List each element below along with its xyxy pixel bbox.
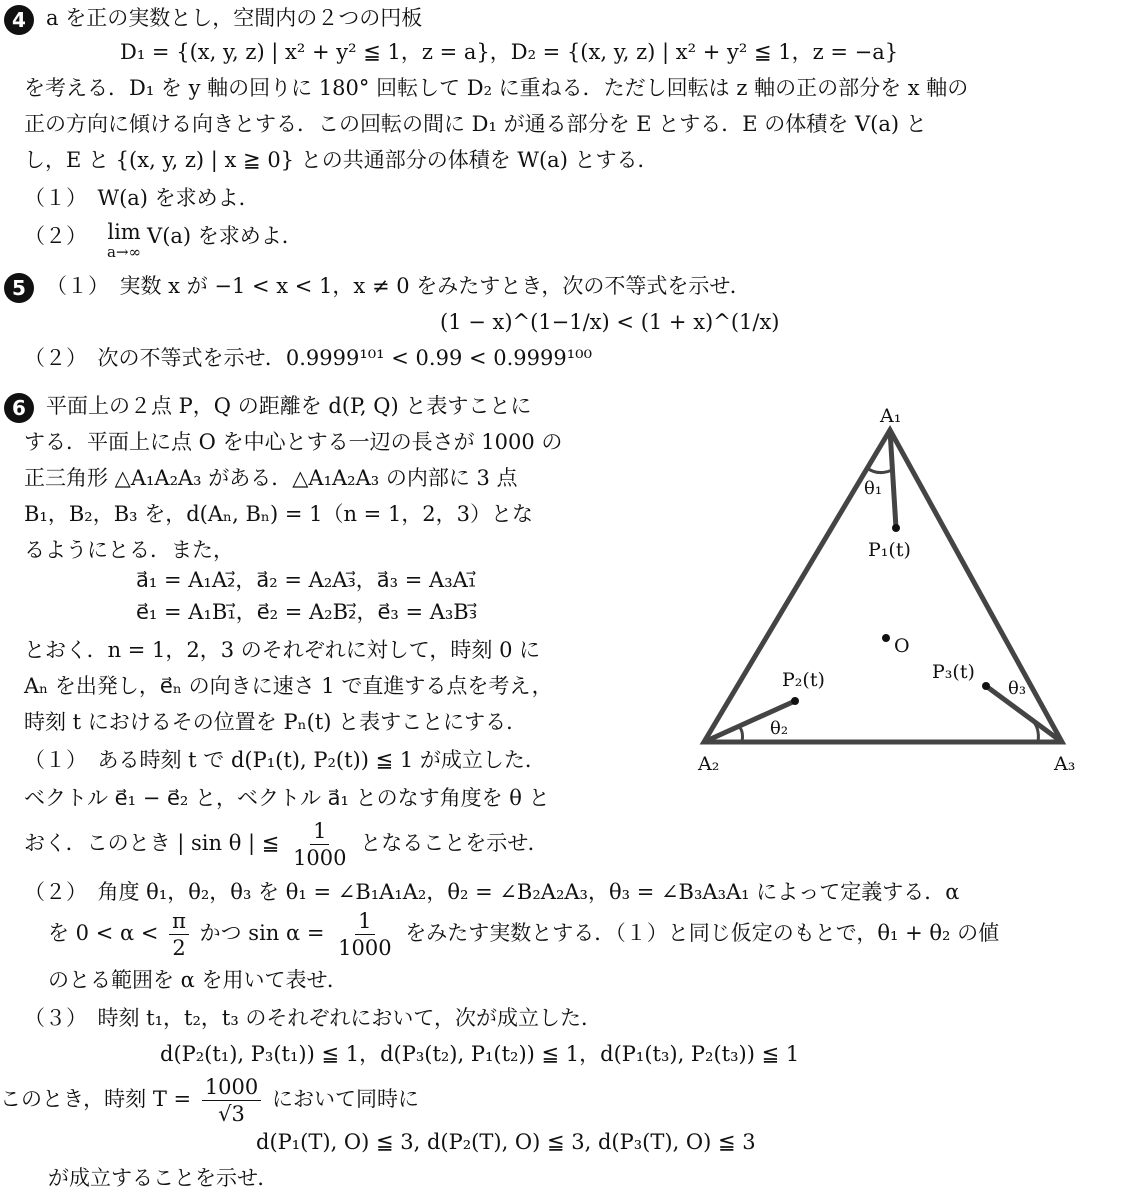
problem-6-text-line: 時刻 t におけるその位置を Pₙ(t) と表すことにする．	[24, 710, 528, 734]
vector-definitions-e: e⃗₁ = A₁B₁⃗，e⃗₂ = A₂B₂⃗，e⃗₃ = A₃B₃⃗	[136, 600, 478, 624]
distance-conditions: d(P₂(t₁), P₃(t₁)) ≦ 1，d(P₃(t₂), P₁(t₂)) ≦ 1，d(P₁(t₃), P₂(t₃)) ≦ 1	[160, 1042, 800, 1066]
problem-4-question-2: （２） lim a→∞ V(a) を求めよ．	[24, 220, 303, 261]
problem-6-question-1: （１） ある時刻 t で d(P₁(t), P₂(t)) ≦ 1 が成立した．	[24, 748, 546, 772]
problem-6-text-line: B₁，B₂，B₃ を，d(Aₙ, Bₙ) = 1（n = 1，2，3）とな	[24, 502, 534, 526]
disk-definition: D₁ = {(x, y, z) | x² + y² ≦ 1，z = a}，D₂ = {(x, y, z) | x² + y² ≦ 1，z = −a}	[120, 40, 899, 64]
problem-number-5: 5	[4, 273, 34, 303]
problem-6-question-1-line: ベクトル e⃗₁ − e⃗₂ と，ベクトル a⃗₁ とのなす角度を θ と	[24, 786, 550, 810]
limit-expression: lim a→∞	[107, 220, 142, 261]
point-p1	[892, 524, 900, 532]
fraction: $\frac{1}{1000}$	[338, 909, 392, 960]
problem-4-text-line: し，E と {(x, y, z) | x ≧ 0} との共通部分の体積を W(a) とする．	[24, 148, 659, 172]
point-o	[882, 634, 890, 642]
distance-conclusion: d(P₁(T), O) ≦ 3, d(P₂(T), O) ≦ 3, d(P₃(T), O) ≦ 3	[256, 1130, 756, 1154]
problem-6-text-line: るようにとる．また，	[24, 538, 234, 562]
problem-6-question-2-line: を 0 < α < $\frac{\pi}{2}$ かつ sin α = $\frac{1}{1000}$ をみたす実数とする．（１）と同じ仮定のもとで，θ₁ + θ₂ の値	[48, 909, 1000, 960]
label-o: O	[894, 635, 910, 657]
problem-6-text-line: とおく．n = 1，2，3 のそれぞれに対して，時刻 0 に	[24, 638, 541, 662]
problem-5-question-1: 5 （１） 実数 x が −1 < x < 1，x ≠ 0 をみたすとき，次の不等式を示せ．	[4, 272, 751, 303]
problem-6-text-line: 正三角形 △A₁A₂A₃ がある．△A₁A₂A₃ の内部に 3 点	[24, 466, 518, 490]
vector-definitions-a: a⃗₁ = A₁A₂⃗，a⃗₂ = A₂A₃⃗，a⃗₃ = A₃A₁⃗	[136, 568, 477, 592]
point-p2	[791, 697, 799, 705]
label-theta2: θ₂	[770, 718, 789, 739]
problem-6-intro: 6 平面上の２点 P，Q の距離を d(P, Q) と表すことに	[4, 392, 531, 423]
problem-4-text-line: を考える．D₁ を y 軸の回りに 180° 回転して D₂ に重ねる．ただし回転は z 軸の正の部分を x 軸の	[24, 76, 969, 100]
label-p2: P₂(t)	[782, 669, 825, 691]
problem-4-question-1: （１） W(a) を求めよ．	[24, 186, 260, 210]
problem-6-question-3-line: が成立することを示せ．	[48, 1166, 279, 1190]
problem-number-4: 4	[4, 5, 34, 35]
problem-number-6: 6	[4, 393, 34, 423]
inequality: (1 − x)^(1−1/x) < (1 + x)^(1/x)	[440, 310, 780, 334]
label-a3: A₃	[1054, 753, 1076, 775]
label-theta1: θ₁	[864, 478, 883, 499]
fraction: $\frac{1000}{√3}$	[202, 1074, 261, 1127]
fraction: $\frac{1}{1000}$	[293, 819, 347, 870]
problem-6-question-2-line: のとる範囲を α を用いて表せ．	[48, 968, 348, 992]
label-a1: A₁	[880, 405, 902, 427]
point-p3	[982, 682, 990, 690]
problem-5-question-2: （２） 次の不等式を示せ．0.9999¹⁰¹ < 0.99 < 0.9999¹⁰⁰	[24, 346, 592, 370]
problem-6-question-2: （２） 角度 θ₁，θ₂，θ₃ を θ₁ = ∠B₁A₁A₂，θ₂ = ∠B₂A₂A₃，θ₃ = ∠B₃A₃A₁ によって定義する．α	[24, 880, 960, 904]
label-p1: P₁(t)	[868, 539, 911, 561]
problem-6-text-line: Aₙ を出発し，e⃗ₙ の向きに速さ 1 で直進する点を考え，	[24, 674, 553, 698]
segment-a1-p1	[890, 430, 896, 528]
label-theta3: θ₃	[1008, 678, 1027, 699]
problem-6-question-3-line: このとき，時刻 T = $\frac{1000}{√3}$ において同時に	[0, 1075, 419, 1126]
problem-4-text-line: 正の方向に傾ける向きとする．この回転の間に D₁ が通る部分を E とする．E の体積を V(a) と	[24, 112, 927, 136]
problem-6-text-line: する．平面上に点 O を中心とする一辺の長さが 1000 の	[24, 430, 563, 454]
problem-6-question-1-line: おく．このとき | sin θ | ≦ $\frac{1}{1000}$ となることを示せ．	[24, 819, 549, 870]
angle-arc-theta1	[867, 468, 892, 473]
problem-4-intro: 4 a を正の実数とし，空間内の２つの円板	[4, 4, 422, 35]
fraction: $\frac{\pi}{2}$	[169, 908, 189, 961]
label-p3: P₃(t)	[932, 661, 975, 683]
label-a2: A₂	[698, 753, 720, 775]
triangle-figure	[690, 398, 1100, 778]
problem-6-question-3: （３） 時刻 t₁，t₂，t₃ のそれぞれにおいて，次が成立した．	[24, 1006, 603, 1030]
